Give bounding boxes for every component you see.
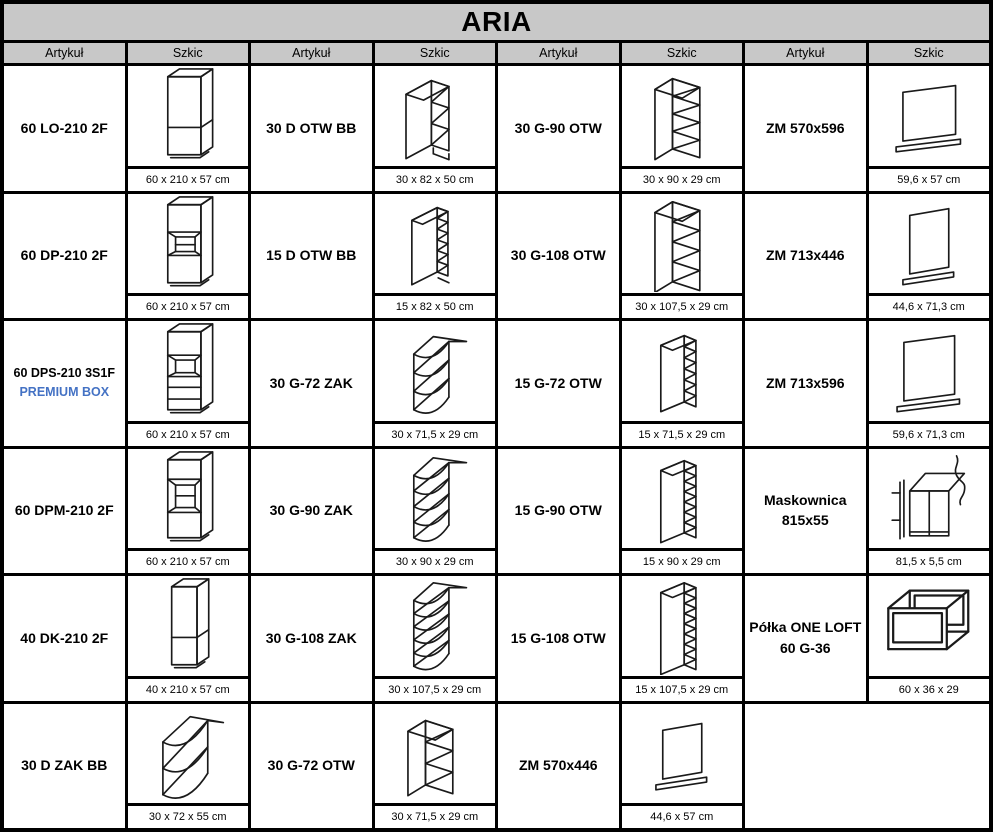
article-cell: [4, 449, 125, 574]
article-code: 30 G-90 ZAK: [269, 502, 353, 518]
wall-corner-shelf-4-icon: [375, 449, 496, 549]
wall-open-narrow-7-icon: [622, 449, 743, 549]
article-code: ZM 570x596: [765, 119, 845, 136]
sketch-cell: [128, 449, 249, 574]
sketch-cell: [375, 321, 496, 446]
article-cell: [498, 576, 619, 701]
article-cell: [498, 449, 619, 574]
column-header-szkic-3: Szkic: [622, 43, 743, 63]
sketch-cell: [128, 576, 249, 701]
article-code: 40 DK-210 2F: [20, 629, 109, 646]
article-cell: [4, 194, 125, 319]
sketch-cell: [869, 576, 990, 701]
sketch-cell: [375, 194, 496, 319]
tall-cabinet-microwave-icon: [128, 449, 249, 549]
article-code: 30 G-90 OTW: [514, 119, 602, 136]
sketch-dimensions: 15 x 90 x 29 cm: [622, 548, 743, 573]
wall-open-narrow-6-icon: [622, 321, 743, 421]
wall-corner-shelf-5-icon: [375, 576, 496, 676]
tall-cabinet-2-doors-narrow-icon: [128, 576, 249, 676]
panel-plinth-small-icon: [622, 704, 743, 804]
sketch-cell: [622, 321, 743, 446]
sketch-cell: [869, 321, 990, 446]
column-header-artykul-4: Artykuł: [745, 43, 866, 63]
page-title: ARIA: [4, 4, 989, 40]
sketch-cell: [622, 194, 743, 319]
tall-cabinet-oven-drawers-icon: [128, 321, 249, 421]
article-code: 60 DP-210 2F: [20, 247, 108, 263]
sketch-dimensions: 44,6 x 57 cm: [622, 803, 743, 828]
sketch-dimensions: 30 x 71,5 x 29 cm: [375, 421, 496, 446]
sketch-dimensions: 40 x 210 x 57 cm: [128, 676, 249, 701]
sketch-cell: [869, 449, 990, 574]
sketch-dimensions: 30 x 107,5 x 29 cm: [375, 676, 496, 701]
article-cell: [745, 449, 866, 574]
article-cell: [251, 321, 372, 446]
article-code: 30 G-108 ZAK: [265, 629, 357, 646]
article-cell: [745, 194, 866, 319]
sketch-cell: [869, 194, 990, 319]
wall-corner-shelf-3-icon: [375, 321, 496, 421]
panel-plinth-tall-narrow-icon: [869, 194, 990, 294]
sketch-cell: [128, 704, 249, 829]
article-cell: [498, 321, 619, 446]
sketch-dimensions: 30 x 107,5 x 29 cm: [622, 293, 743, 318]
article-code: 15 D OTW BB: [266, 247, 357, 263]
wall-open-narrow-8-icon: [622, 576, 743, 676]
panel-plinth-tall-wide-icon: [869, 321, 990, 421]
article-code: 60 LO-210 2F: [20, 119, 108, 136]
article-code: 60 DPM-210 2F: [14, 502, 114, 518]
sketch-dimensions: 30 x 71,5 x 29 cm: [375, 803, 496, 828]
panel-plinth-wide-icon: [869, 66, 990, 166]
article-cell: [745, 66, 866, 191]
article-code: 15 G-90 OTW: [514, 502, 602, 518]
article-cell: [498, 66, 619, 191]
article-code: ZM 713x596: [765, 374, 845, 391]
tall-cabinet-oven-icon: [128, 194, 249, 294]
article-subtitle: PREMIUM BOX: [19, 384, 110, 399]
article-code: 30 G-72 ZAK: [269, 374, 353, 391]
article-code: 30 D ZAK BB: [21, 757, 108, 773]
article-cell: [251, 66, 372, 191]
column-header-szkic-4: Szkic: [869, 43, 990, 63]
sketch-dimensions: 59,6 x 57 cm: [869, 166, 990, 191]
wall-open-shelf-4-tall-icon: [622, 194, 743, 294]
article-cell: [4, 321, 125, 446]
article-code: 15 G-108 OTW: [510, 629, 606, 646]
column-header-szkic-1: Szkic: [128, 43, 249, 63]
sketch-cell: [622, 449, 743, 574]
sketch-cell: [128, 194, 249, 319]
column-header-artykul-2: Artykuł: [251, 43, 372, 63]
empty-cell: [745, 704, 989, 829]
wall-open-shelf-3-icon: [375, 704, 496, 804]
sketch-cell: [622, 66, 743, 191]
sketch-cell: [375, 449, 496, 574]
article-code: 60 DPS-210 3S1F: [13, 366, 115, 381]
article-subtitle: 60 G-36: [779, 639, 831, 656]
sketch-dimensions: 30 x 82 x 50 cm: [375, 166, 496, 191]
article-code: 30 D OTW BB: [266, 119, 357, 136]
sketch-dimensions: 60 x 210 x 57 cm: [128, 166, 249, 191]
sketch-dimensions: 15 x 71,5 x 29 cm: [622, 421, 743, 446]
column-header-artykul-1: Artykuł: [4, 43, 125, 63]
column-header-szkic-2: Szkic: [375, 43, 496, 63]
sketch-cell: [128, 321, 249, 446]
article-code: 30 G-72 OTW: [267, 757, 355, 773]
sketch-cell: [622, 576, 743, 701]
sketch-dimensions: 30 x 90 x 29 cm: [375, 548, 496, 573]
base-corner-open-shelf-icon: [128, 704, 249, 804]
article-code: Maskownica: [764, 491, 847, 508]
open-frame-shelf-icon: [869, 576, 990, 676]
article-cell: [4, 576, 125, 701]
article-code: ZM 713x446: [765, 247, 845, 263]
sketch-dimensions: 30 x 90 x 29 cm: [622, 166, 743, 191]
sketch-cell: [375, 576, 496, 701]
sketch-cell: [622, 704, 743, 829]
sketch-dimensions: 60 x 210 x 57 cm: [128, 421, 249, 446]
article-cell: [498, 704, 619, 829]
sketch-dimensions: 60 x 210 x 57 cm: [128, 548, 249, 573]
article-code: ZM 570x446: [518, 757, 598, 773]
article-code: Półka ONE LOFT: [749, 619, 862, 636]
sketch-dimensions: 15 x 107,5 x 29 cm: [622, 676, 743, 701]
masking-panel-cabinet-icon: [869, 449, 990, 549]
tall-cabinet-2-doors-icon: [128, 66, 249, 166]
sketch-dimensions: 60 x 36 x 29: [869, 676, 990, 701]
article-cell: [251, 704, 372, 829]
article-cell: [4, 704, 125, 829]
sketch-cell: [869, 66, 990, 191]
sketch-dimensions: 59,6 x 71,3 cm: [869, 421, 990, 446]
base-open-shelf-icon: [375, 66, 496, 166]
sketch-dimensions: 15 x 82 x 50 cm: [375, 293, 496, 318]
sketch-dimensions: 81,5 x 5,5 cm: [869, 548, 990, 573]
sketch-cell: [375, 704, 496, 829]
base-open-shelf-narrow-icon: [375, 194, 496, 294]
article-cell: [745, 321, 866, 446]
column-header-artykul-3: Artykuł: [498, 43, 619, 63]
sketch-dimensions: 60 x 210 x 57 cm: [128, 293, 249, 318]
article-code: 15 G-72 OTW: [514, 374, 602, 391]
article-subtitle: 815x55: [781, 512, 829, 529]
sketch-dimensions: 30 x 72 x 55 cm: [128, 803, 249, 828]
article-cell: [251, 576, 372, 701]
article-cell: [251, 194, 372, 319]
article-code: 30 G-108 OTW: [510, 247, 606, 263]
wall-open-shelf-4-icon: [622, 66, 743, 166]
article-cell: [745, 576, 866, 701]
article-cell: [4, 66, 125, 191]
sketch-cell: [375, 66, 496, 191]
sketch-cell: [128, 66, 249, 191]
article-cell: [498, 194, 619, 319]
article-cell: [251, 449, 372, 574]
sketch-dimensions: 44,6 x 71,3 cm: [869, 293, 990, 318]
